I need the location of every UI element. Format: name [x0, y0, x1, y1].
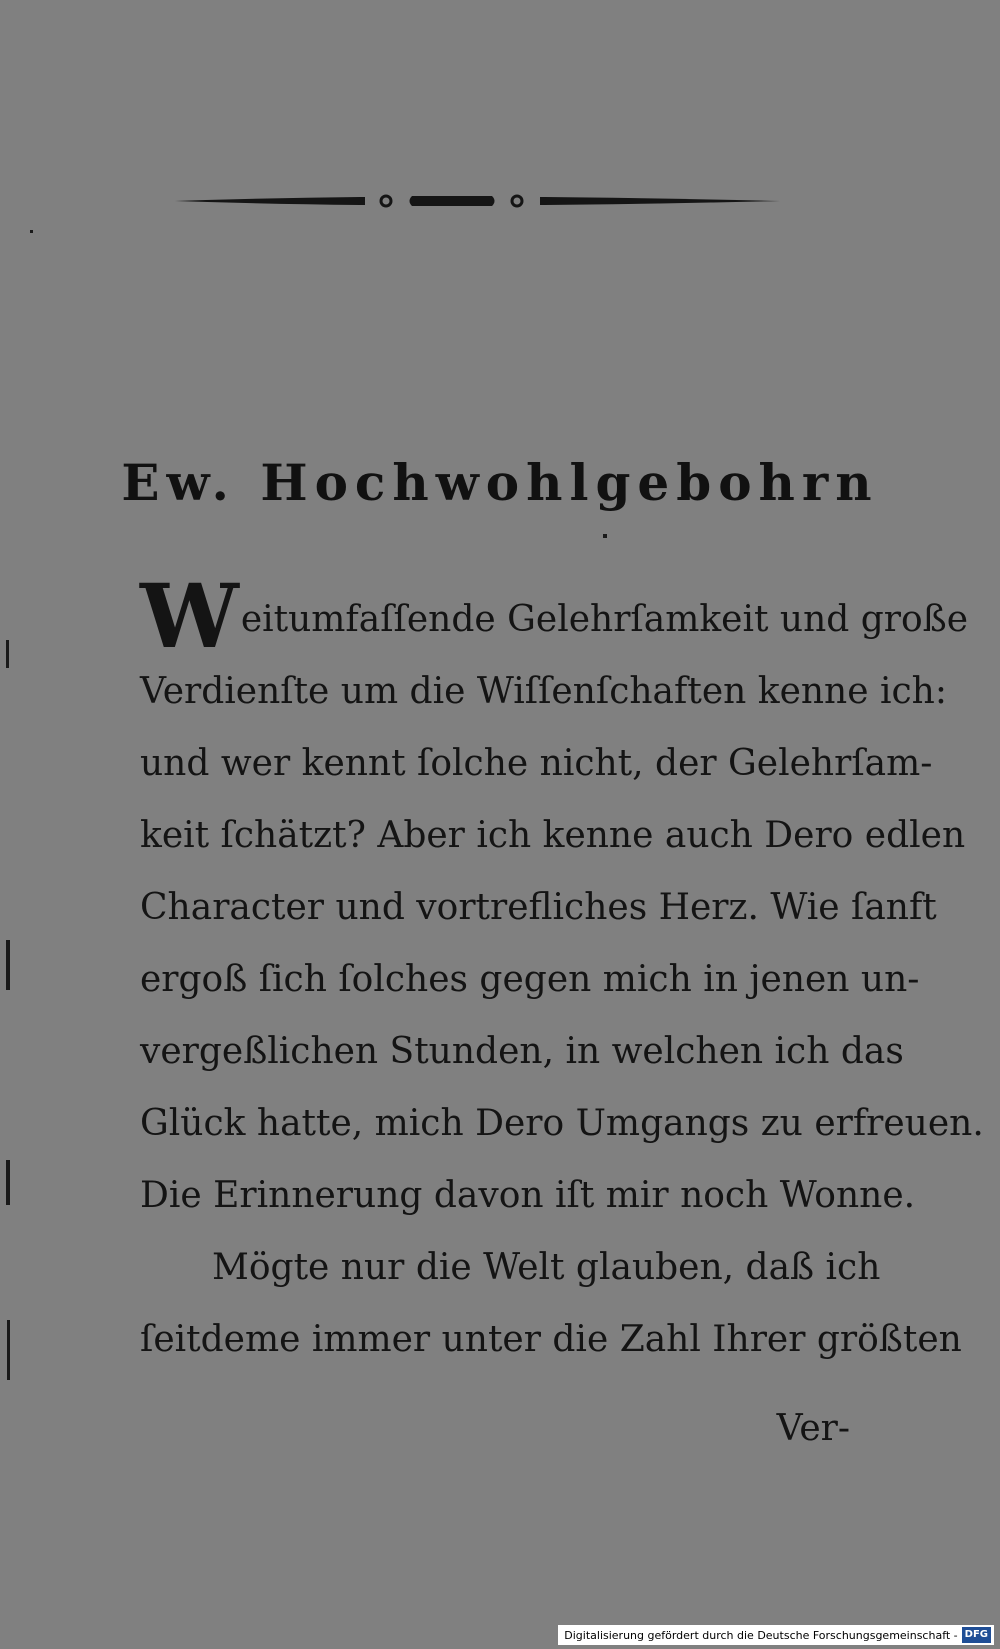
catchword: Ver-: [776, 1408, 850, 1449]
text-line: und wer kennt ſolche nicht, der Gelehrſam-: [140, 743, 933, 784]
text-line: ſeitdeme immer unter die Zahl Ihrer größten: [140, 1319, 962, 1360]
text-line: vergeßlichen Stunden, in welchen ich das: [140, 1031, 904, 1072]
scan-artifact: [6, 1160, 10, 1205]
decorative-ornament: [175, 186, 780, 216]
drop-cap: W: [140, 564, 239, 668]
scan-artifact: [6, 640, 9, 668]
text-line: keit ſchätzt? Aber ich kenne auch Dero edlen: [140, 815, 966, 856]
text-line: eitumfaſſende Gelehrſamkeit und große: [240, 599, 969, 640]
scan-artifact: [30, 230, 33, 233]
text-line: Verdienſte um die Wiſſenſchaften kenne ich:: [140, 671, 947, 712]
digitization-credit: [558, 1625, 994, 1645]
dedication-text: [140, 564, 984, 1376]
credit-text: Digitalisierung gefördert durch die Deutsche Forschungsgemeinschaft -: [564, 1628, 958, 1642]
scan-artifact: [7, 1320, 10, 1380]
text-line: Glück hatte, mich Dero Umgangs zu erfreuen.: [140, 1103, 984, 1144]
text-line: Character und vortrefliches Herz. Wie ſanft: [140, 887, 937, 928]
scan-artifact: [603, 534, 607, 538]
text-line: Mögte nur die Welt glauben, daß ich: [212, 1247, 881, 1288]
text-line: Die Erinnerung davon iſt mir noch Wonne.: [140, 1175, 916, 1216]
scan-artifact: [6, 940, 10, 990]
text-line: ergoß ſich ſolches gegen mich in jenen un-: [140, 959, 920, 1000]
dedication-heading: Ew. Hochwohlgebohrn: [121, 453, 879, 512]
dfg-logo: DFG: [962, 1627, 991, 1643]
